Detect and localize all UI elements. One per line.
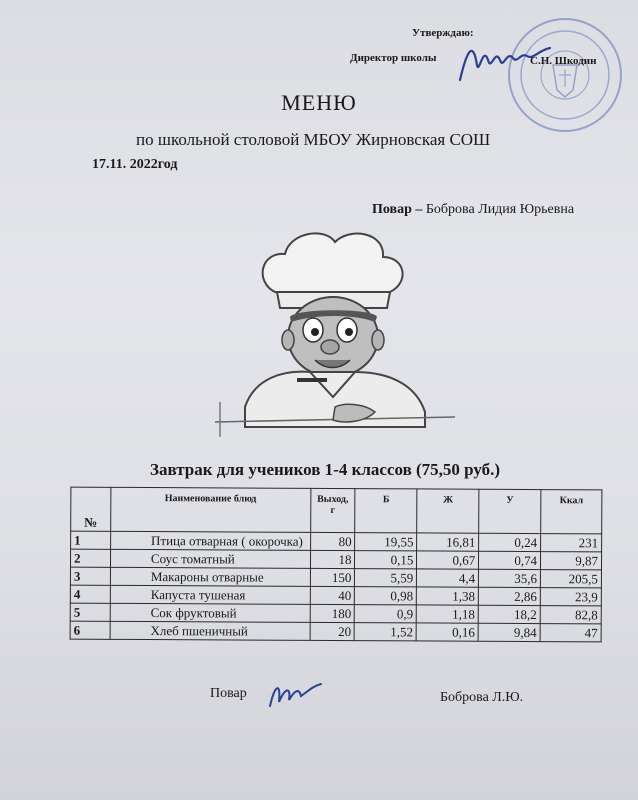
approve-label: Утверждаю: (412, 27, 474, 39)
col-header-dish: Наименование блюд (111, 487, 311, 532)
cell-carbs: 2,86 (479, 587, 541, 605)
col-header-number: № (71, 487, 111, 531)
cell-number: 3 (70, 567, 110, 585)
cell-number: 1 (71, 531, 111, 549)
cell-protein: 0,98 (355, 587, 417, 605)
cell-protein: 0,15 (355, 551, 417, 569)
cell-dish: Соус томатный (110, 549, 310, 568)
cell-weight: 40 (310, 586, 355, 604)
cell-protein: 0,9 (355, 605, 417, 623)
cell-fat: 16,81 (417, 533, 479, 551)
cell-weight: 180 (310, 604, 355, 622)
col-header-carbs: У (479, 489, 541, 533)
cell-carbs: 35,6 (479, 569, 541, 587)
cell-number: 5 (70, 603, 110, 621)
col-header-protein: Б (355, 489, 417, 533)
col-header-weight: Выход, г (310, 488, 355, 532)
footer-cook-label: Повар (210, 686, 247, 701)
cook-signature-icon (265, 674, 325, 714)
cell-kcal: 231 (541, 534, 602, 552)
cell-protein: 19,55 (355, 533, 417, 551)
chef-illustration-icon (215, 222, 455, 437)
cell-kcal: 47 (540, 624, 601, 642)
cell-number: 4 (70, 585, 110, 603)
director-label: Директор школы (350, 52, 437, 64)
cell-weight: 150 (310, 568, 355, 586)
cell-dish: Хлеб пшеничный (110, 621, 310, 640)
cell-weight: 20 (310, 622, 355, 640)
table-row (70, 621, 601, 642)
cell-fat: 4,4 (417, 569, 479, 587)
menu-table (70, 487, 603, 643)
breakfast-title: Завтрак для учеников 1-4 классов (75,50 руб.) (150, 460, 501, 479)
cell-weight: 80 (310, 532, 355, 550)
cell-fat: 0,67 (417, 551, 479, 569)
cell-kcal: 23,9 (540, 588, 601, 606)
col-header-kcal: Ккал (541, 490, 602, 534)
table-header-row (71, 487, 602, 534)
col-header-fat: Ж (417, 489, 479, 533)
cell-dish: Сок фруктовый (110, 603, 310, 622)
menu-date: 17.11. 2022год (92, 157, 178, 172)
cell-fat: 1,18 (417, 605, 479, 623)
page-subtitle: по школьной столовой МБОУ Жирновская СОШ (136, 130, 491, 149)
cell-protein: 5,59 (355, 569, 417, 587)
cell-number: 2 (70, 549, 110, 567)
cell-carbs: 18,2 (478, 605, 540, 623)
cell-number: 6 (70, 621, 110, 639)
cell-dish: Макароны отварные (110, 567, 310, 586)
cook-line (372, 202, 574, 218)
cell-fat: 1,38 (417, 587, 479, 605)
cell-kcal: 82,8 (540, 606, 601, 624)
cook-label: Повар – (372, 202, 423, 217)
cook-name: Боброва Лидия Юрьевна (425, 202, 575, 217)
page-title: МЕНЮ (281, 90, 357, 115)
cell-carbs: 0,74 (479, 551, 541, 569)
cell-dish: Капуста тушеная (110, 585, 310, 604)
cell-weight: 18 (310, 550, 355, 568)
director-name: С.Н. Шкодин (530, 55, 597, 67)
cell-fat: 0,16 (416, 623, 478, 641)
cell-kcal: 205,5 (540, 570, 601, 588)
cell-protein: 1,52 (355, 623, 417, 641)
footer-cook-name: Боброва Л.Ю. (440, 690, 524, 705)
cell-kcal: 9,87 (541, 552, 602, 570)
cell-carbs: 9,84 (478, 623, 540, 641)
cell-carbs: 0,24 (479, 533, 541, 551)
cell-dish: Птица отварная ( окорочка) (110, 531, 310, 550)
